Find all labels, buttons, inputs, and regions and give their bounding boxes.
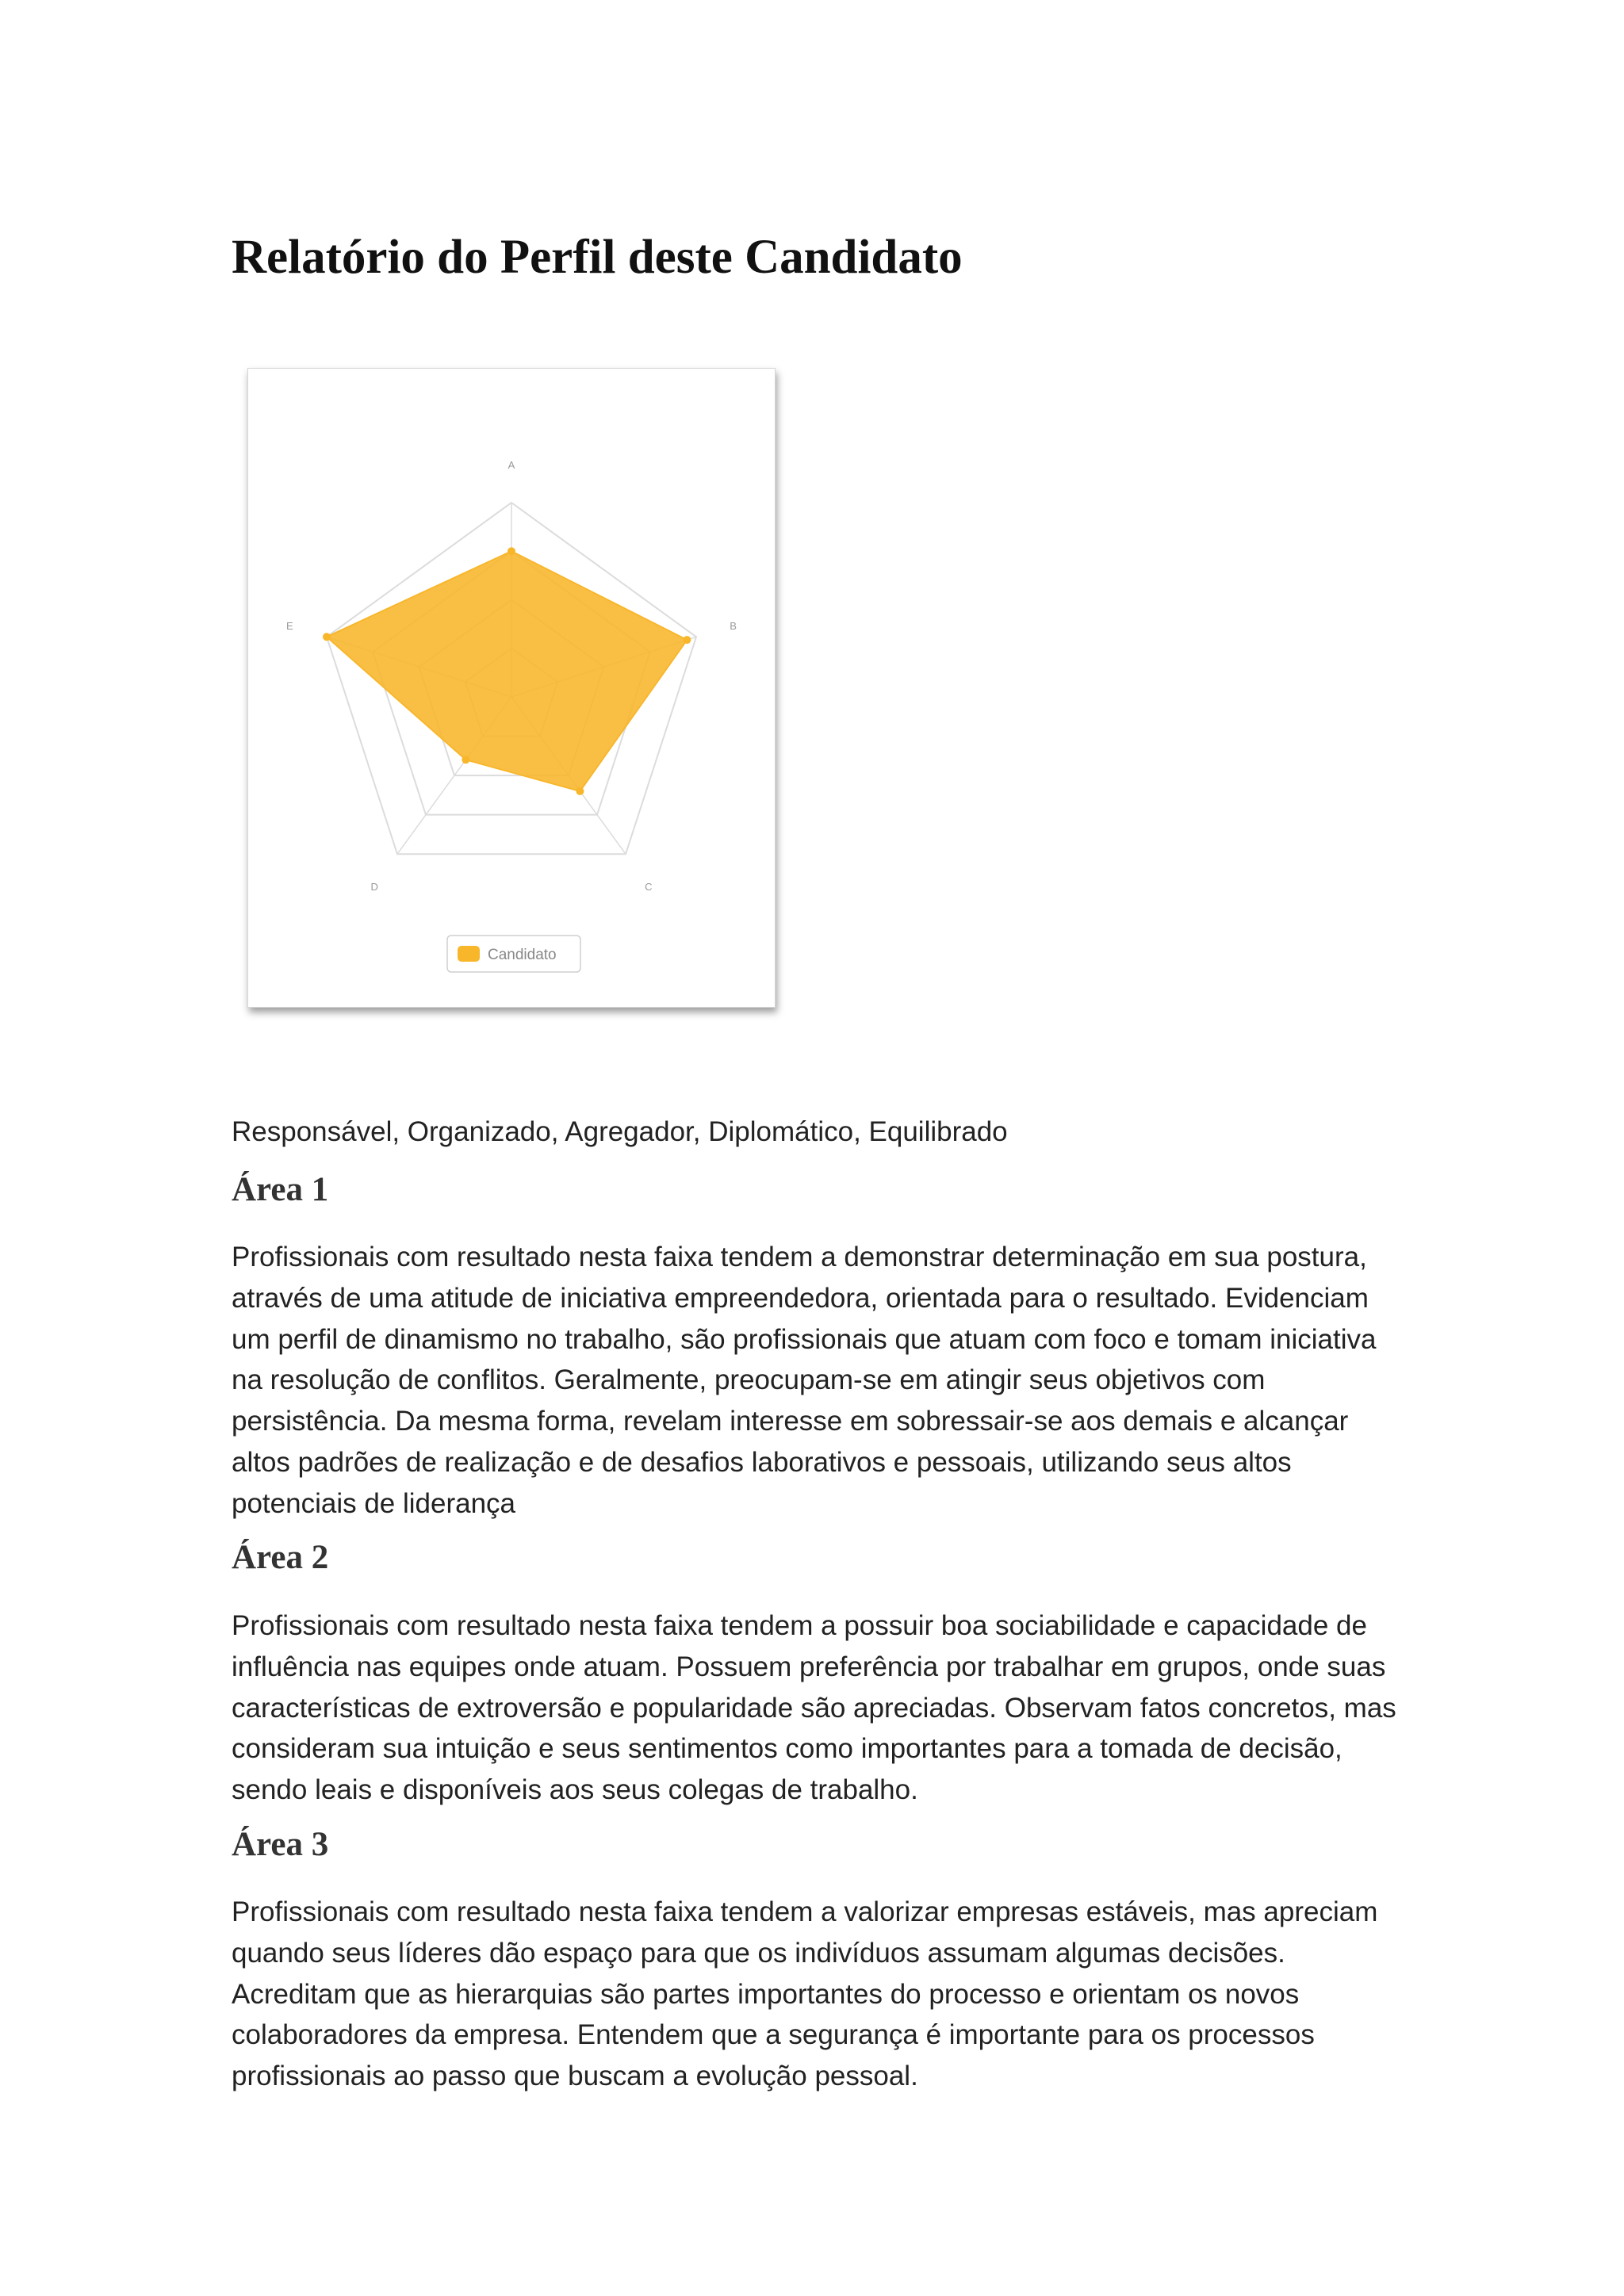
area-heading: Área 3 (232, 1826, 329, 1863)
trait-summary: Responsável, Organizado, Agregador, Diplomático, Equilibrado (232, 1116, 1008, 1147)
radar-point (462, 756, 469, 763)
area-description: Profissionais com resultado nesta faixa tendem a possuir boa sociabilidade e capacidade de influência nas equipes onde atuam. Possuem preferência por trabalhar em grupos, onde suas características de extroversão e popularidade são apreciadas. Observam fatos concretos, mas consideram sua intuição e seus sentimentos como importantes para a tomada de decisão, sendo leais e disponíveis aos seus colegas de trabalho. (232, 1610, 1396, 1806)
area-description: Profissionais com resultado nesta faixa tendem a demonstrar determinação em sua postura, através de uma atitude de iniciativa empreendedora, orientada para o resultado. Evidenciam um perfil de dinamismo no trabalho, são profissionais que atuam com foco e tomam iniciativa na resolução de conflitos. Geralmente, preocupam-se em atingir seus objetivos com persistência. Da mesma forma, revelam interesse em sobressair-se aos demais e alcançar altos padrões de realização e de desafios laborativos e pessoais, utilizando seus altos potenciais de liderança (232, 1242, 1377, 1519)
area-description: Profissionais com resultado nesta faixa tendem a valorizar empresas estáveis, mas apreciam quando seus líderes dão espaço para que os indivíduos assumam algumas decisões. Acreditam que as hierarquias são partes importantes do processo e orientam os novos colaboradores da empresa. Entendem que a segurança é importante para os processos profissionais ao passo que buscam a evolução pessoal. (232, 1896, 1378, 2092)
radar-series-area (327, 551, 687, 791)
radar-chart-svg (248, 369, 775, 1007)
legend-label: Candidato (488, 947, 557, 963)
radar-point (323, 633, 331, 641)
chart-legend (447, 936, 580, 972)
radar-chart (247, 368, 776, 1008)
area-heading: Área 2 (232, 1539, 329, 1576)
radar-axis-label: B (730, 620, 737, 633)
radar-point (683, 636, 691, 644)
radar-axis-label: D (370, 880, 378, 893)
radar-point (508, 547, 515, 555)
area-heading: Área 1 (232, 1171, 329, 1208)
radar-axis-label: C (645, 880, 653, 893)
radar-axis-label: A (508, 459, 515, 471)
page-title: Relatório do Perfil deste Candidato (232, 231, 963, 284)
legend-swatch (458, 946, 480, 962)
radar-point (576, 787, 584, 795)
radar-axis-label: E (286, 620, 293, 633)
radar-series (323, 547, 691, 795)
